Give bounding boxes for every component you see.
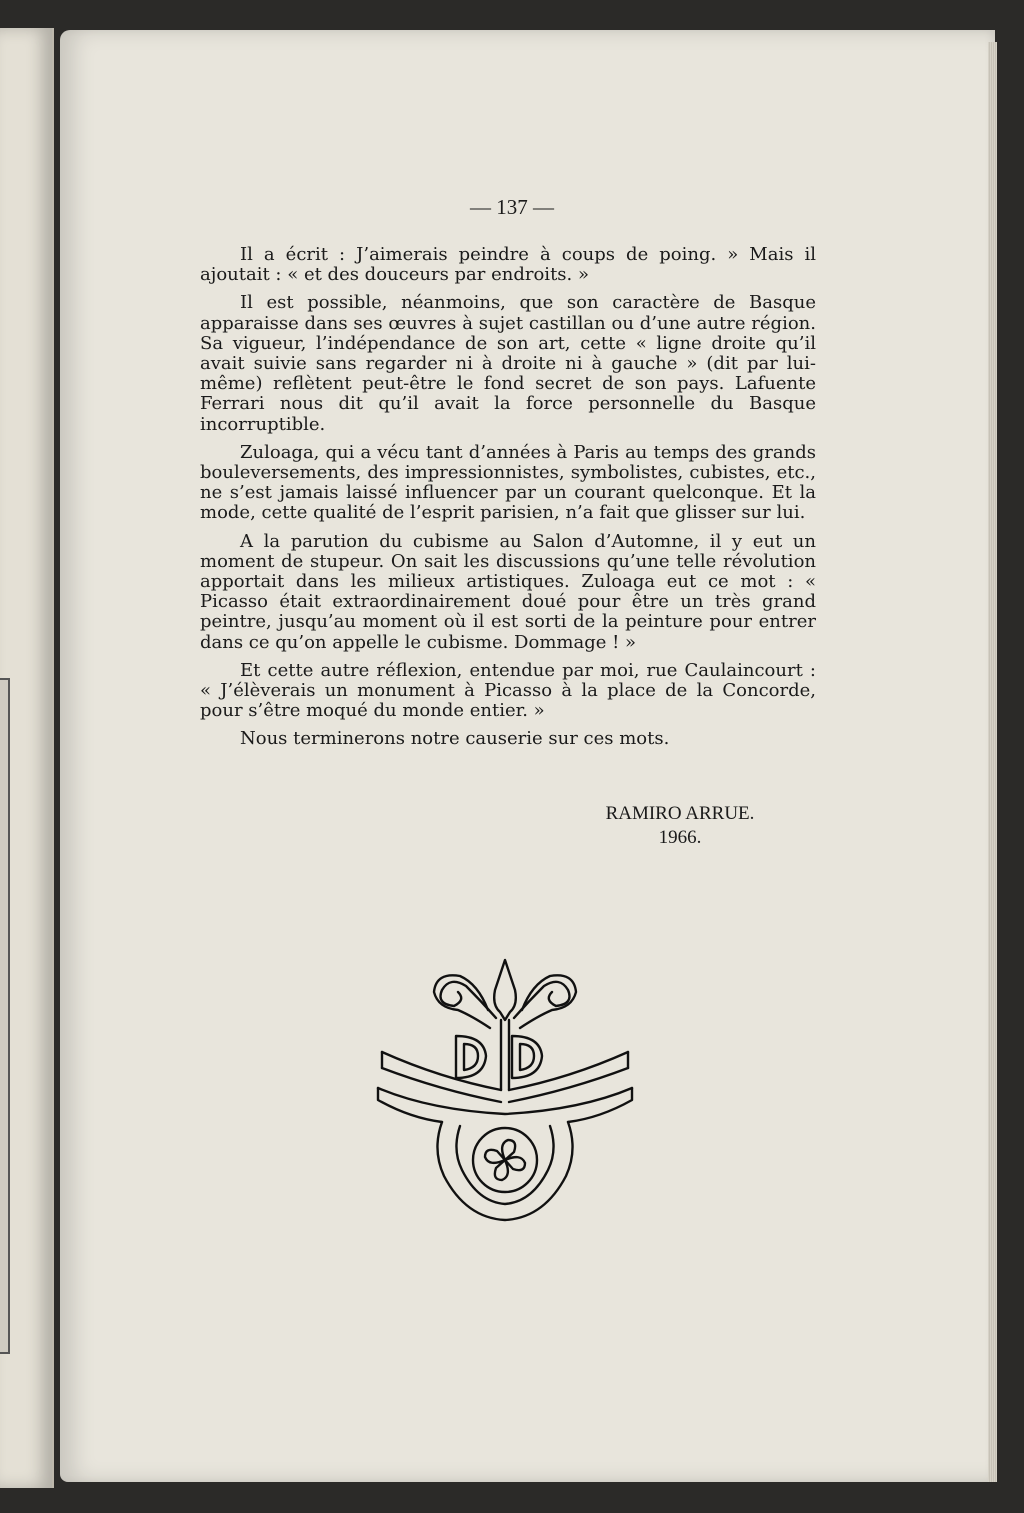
signature-block bbox=[560, 802, 800, 850]
signature-year: 1966. bbox=[658, 827, 702, 848]
left-page-inset-frame bbox=[0, 678, 10, 1354]
paragraph-5: Et cette autre réflexion, entendue par moi, rue Caulaincourt : « J’élèverais un monument à Picasso à la place de la Concorde, pour s’être moqué du monde entier. » bbox=[200, 659, 816, 722]
page-stack-edge bbox=[988, 42, 997, 1482]
paragraph-3: Zuloaga, qui a vécu tant d’années à Paris au temps des grands bouleversements, des impressionnistes, symbolistes, cubistes, etc., ne s’est jamais laissé influencer par un courant quelconque. Et la mode, cette qualité de l’esprit parisien, n’a fait que glisser sur lui. bbox=[200, 441, 816, 524]
paragraph-2: Il est possible, néanmoins, que son caractère de Basque apparaisse dans ses œuvres à sujet castillan ou d’une autre région. Sa vigueur, l’indépendance de son art, cette « ligne droite qu’il avait suivie sans regarder ni à droite ni à gauche » (dit par lui-même) reflètent peut-être le fond secret de son pays. Lafuente Ferrari nous dit qu’il avait la force personnelle du Basque incorruptible. bbox=[200, 292, 816, 435]
paragraph-6: Nous terminerons notre causerie sur ces mots. bbox=[240, 728, 670, 750]
paragraph-4: A la parution du cubisme au Salon d’Automne, il y eut un moment de stupeur. On sait les discussions qu’une telle révolution apportait dans les milieux artistiques. Zuloaga eut ce mot : « Picasso était extraordinairement doué pour être un très grand peintre, jusqu’au moment où il est sorti de la peinture pour entrer dans ce qu’on appelle le cubisme. Dommage ! » bbox=[200, 530, 816, 653]
basque-emblem-icon bbox=[370, 950, 640, 1230]
author-name: RAMIRO ARRUE. bbox=[605, 803, 755, 824]
paragraph-1: Il a écrit : J’aimerais peindre à coups de poing. » Mais il ajoutait : « et des douceurs par endroits. » bbox=[200, 244, 816, 286]
body-text bbox=[200, 245, 816, 758]
page-number: — 137 — bbox=[470, 195, 554, 219]
left-page-edge bbox=[0, 28, 54, 1488]
